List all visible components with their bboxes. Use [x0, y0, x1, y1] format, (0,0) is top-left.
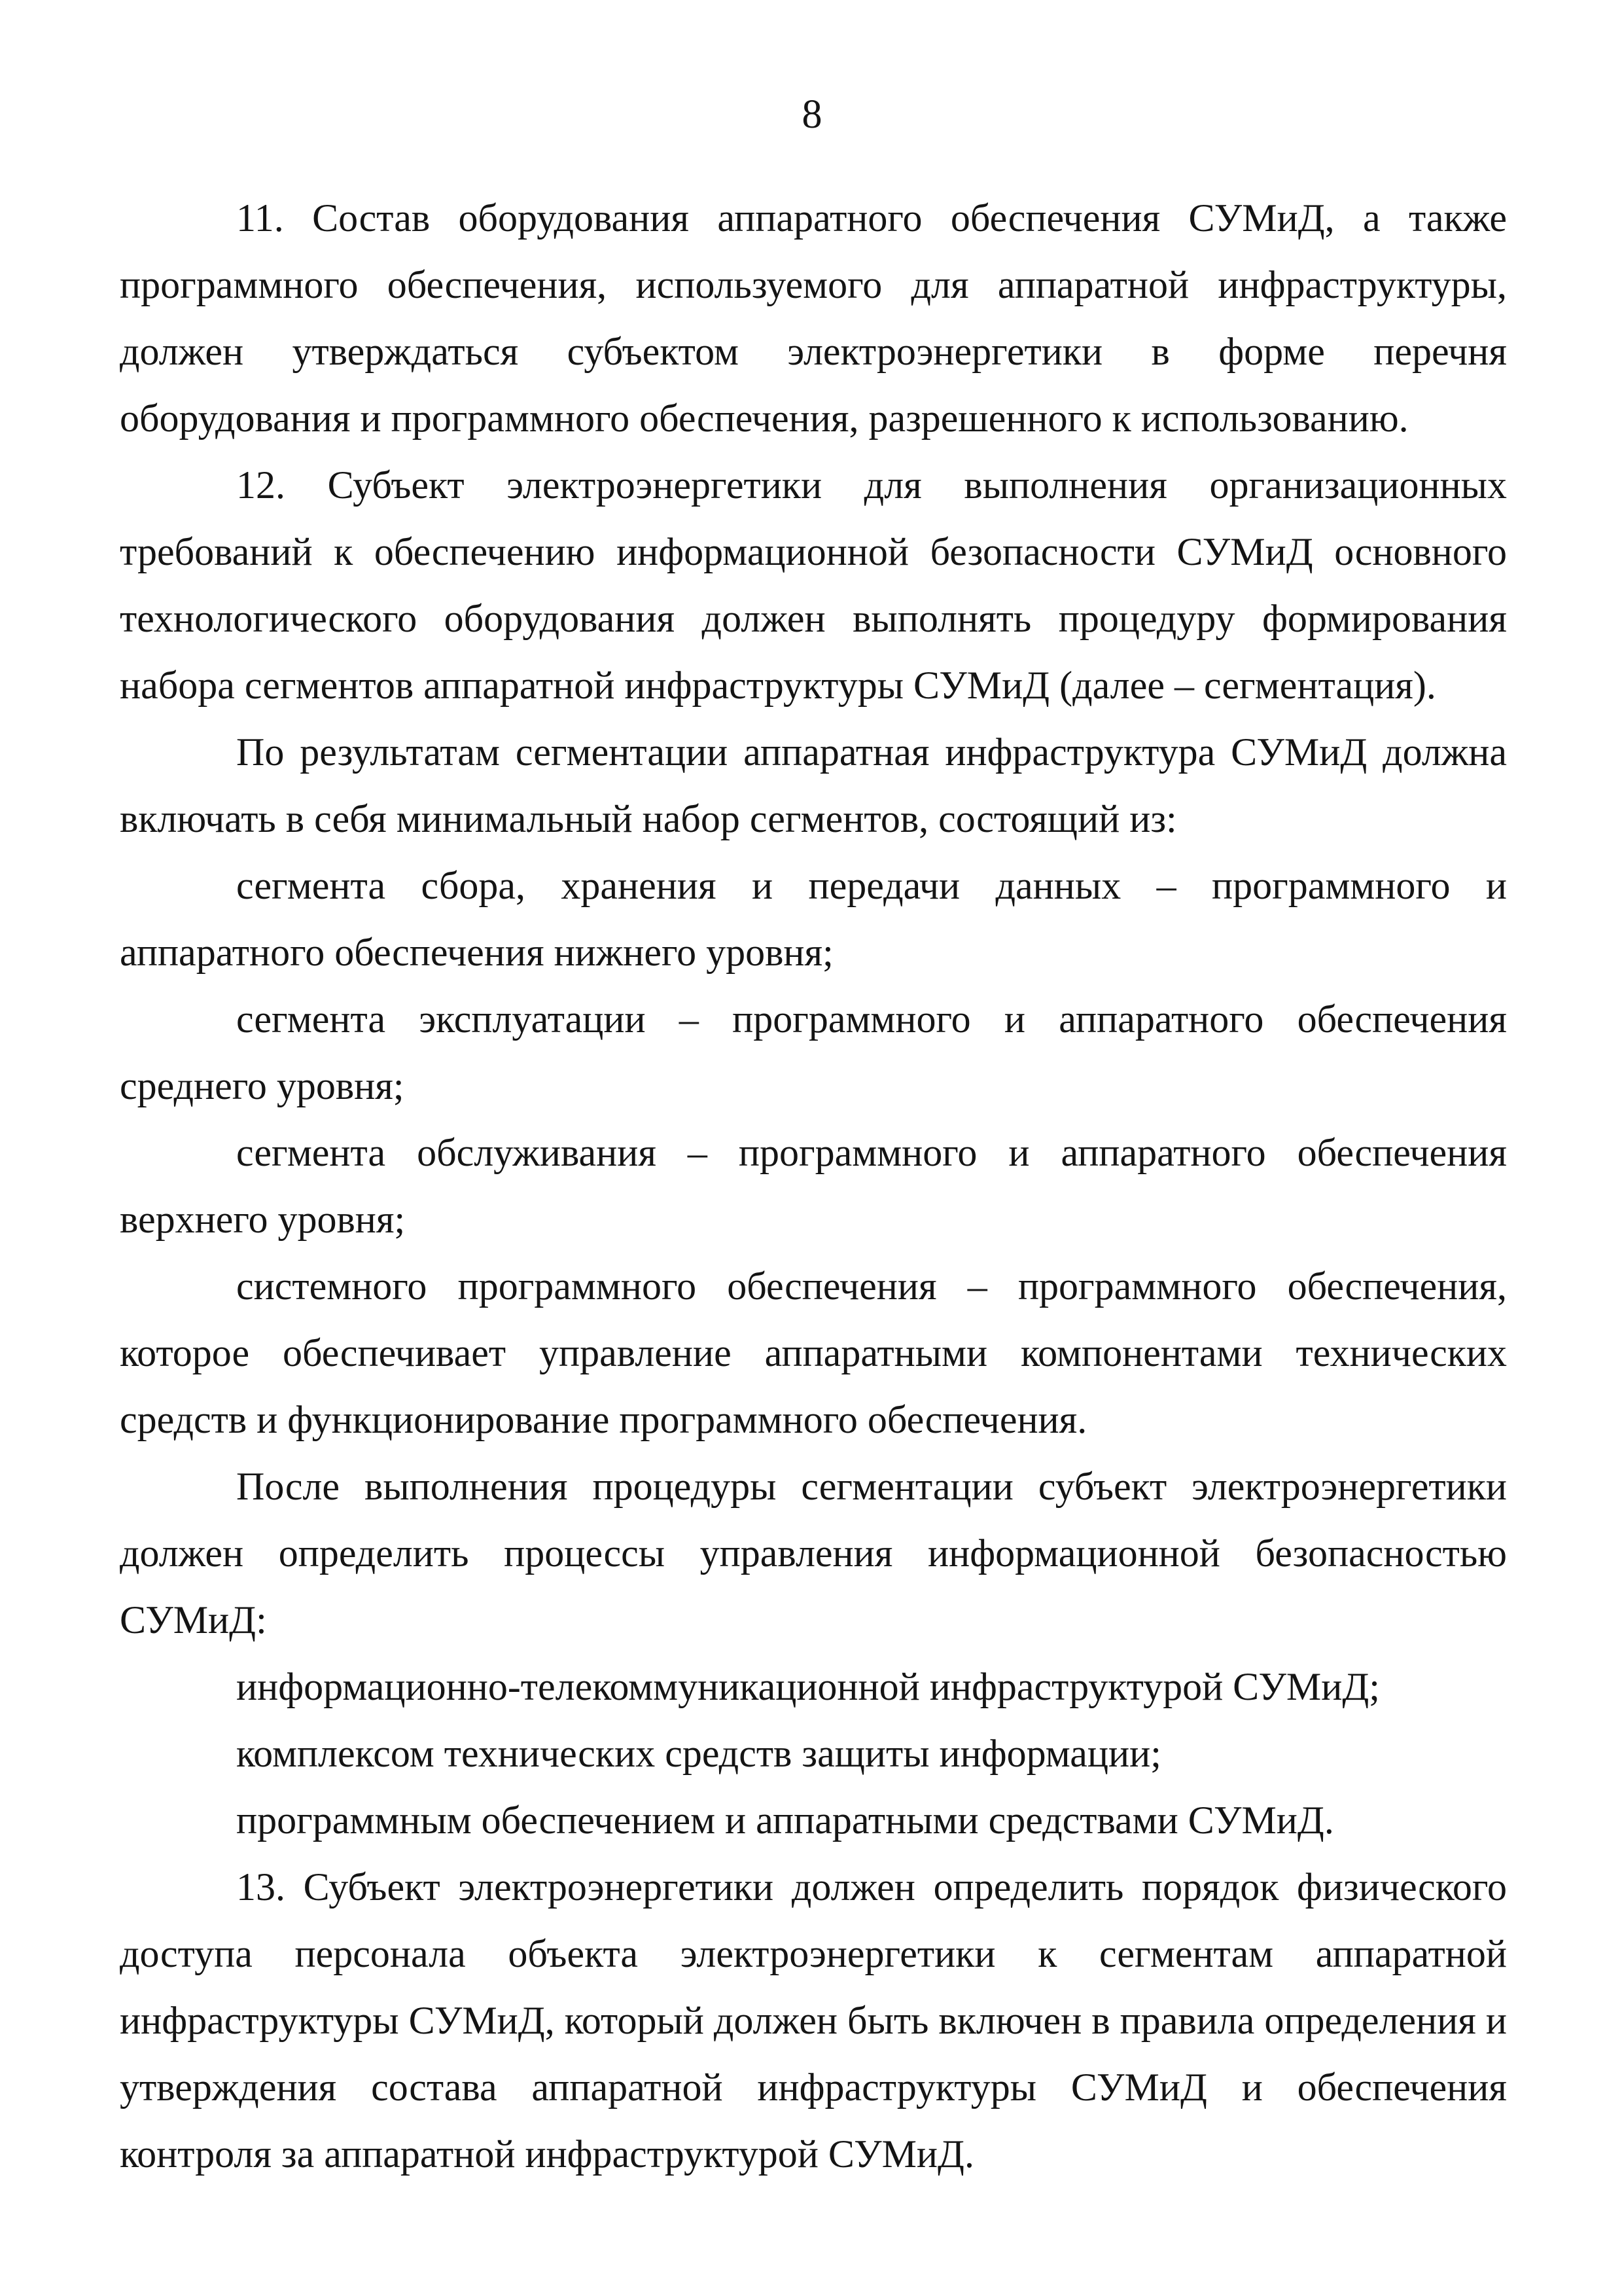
paragraph-after-segmentation: После выполнения процедуры сегментации субъект электроэнергетики должен определить процессы управления информационной безопасностью СУМиД: — [120, 1465, 1507, 1641]
list-item-segment-maintenance: сегмента обслуживания – программного и аппаратного обеспечения верхнего уровня; — [120, 1131, 1507, 1241]
list-item-segment-operation: сегмента эксплуатации – программного и аппаратного обеспечения среднего уровня; — [120, 997, 1507, 1107]
list-item-segment-data-collection: сегмента сбора, хранения и передачи данных – программного и аппаратного обеспечения нижнего уровня; — [120, 864, 1507, 974]
document-body — [120, 185, 1507, 2187]
paragraph-segmentation-results: По результатам сегментации аппаратная инфраструктура СУМиД должна включать в себя минимальный набор сегментов, состоящий из: — [120, 730, 1507, 840]
list-item-security-tools: комплексом технических средств защиты информации; — [236, 1732, 1161, 1775]
paragraph-item-11: 11. Состав оборудования аппаратного обеспечения СУМиД, а также программного обеспечения, используемого для аппаратной инфраструктуры, должен утверждаться субъектом электроэнергетики в форме перечня оборудования и программного обеспечения, разрешенного к использованию. — [120, 196, 1507, 440]
list-item-system-software: системного программного обеспечения – программного обеспечения, которое обеспечивает управление аппаратными компонентами технических средств и функционирование программного обеспечения. — [120, 1265, 1507, 1441]
paragraph-item-12: 12. Субъект электроэнергетики для выполнения организационных требований к обеспечению информационной безопасности СУМиД основного технологического оборудования должен выполнять процедуру формирования набора сегментов аппаратной инфраструктуры СУМиД (далее – сегментация). — [120, 463, 1507, 707]
list-item-ict-infrastructure: информационно-телекоммуникационной инфраструктурой СУМиД; — [236, 1665, 1380, 1708]
list-item-software-hardware: программным обеспечением и аппаратными средствами СУМиД. — [236, 1799, 1334, 1842]
page-number: 8 — [802, 92, 822, 137]
paragraph-item-13: 13. Субъект электроэнергетики должен определить порядок физического доступа персонала объекта электроэнергетики к сегментам аппаратной инфраструктуры СУМиД, который должен быть включен в правила определения и утверждения состава аппаратной инфраструктуры СУМиД и обеспечения контроля за аппаратной инфраструктурой СУМиД. — [120, 1865, 1507, 2176]
